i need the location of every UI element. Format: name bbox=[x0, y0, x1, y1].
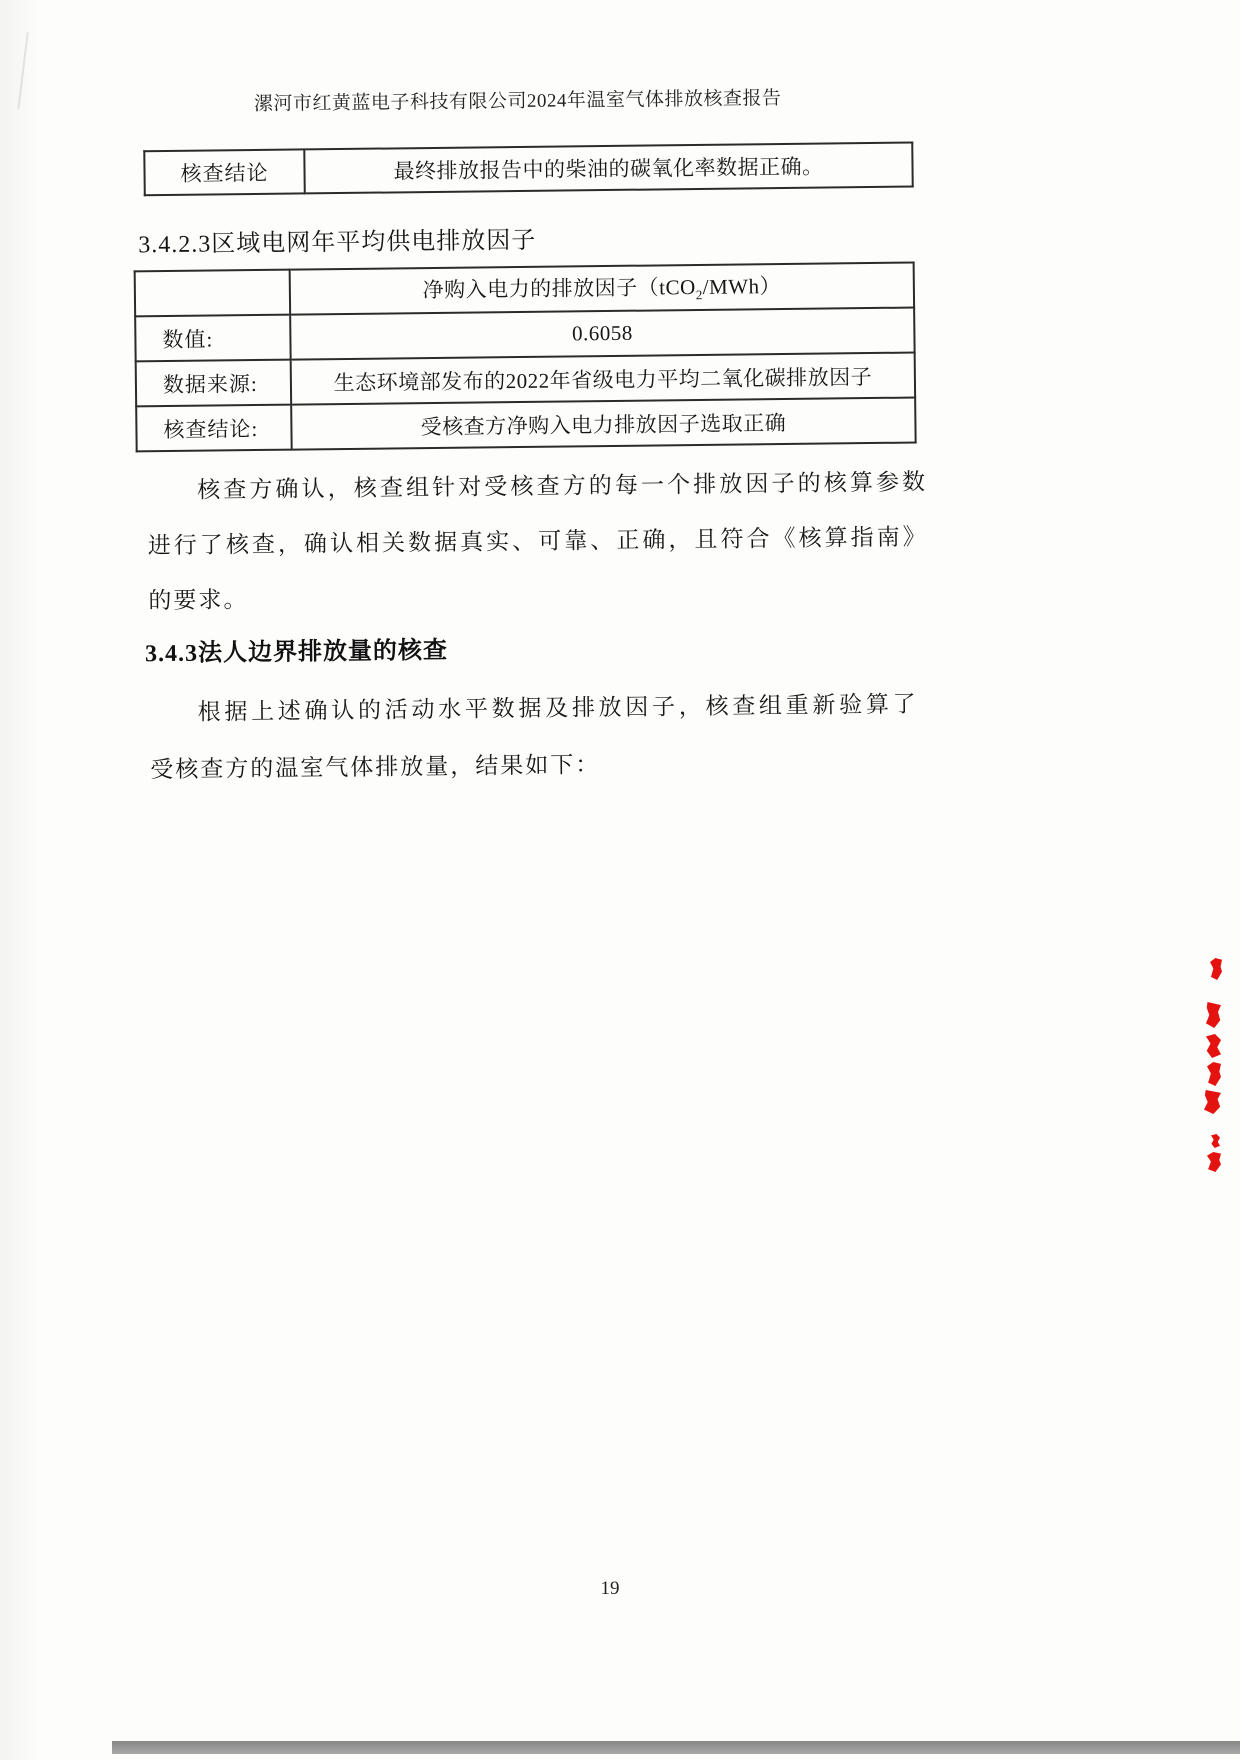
table-row bbox=[144, 143, 912, 196]
factor-conclusion-label-cell: 核查结论: bbox=[136, 405, 292, 452]
stamp-mark-fragment bbox=[1204, 1090, 1221, 1114]
value-cell: 0.6058 bbox=[290, 308, 914, 360]
factor-header-text-post: /MWh） bbox=[702, 274, 782, 300]
section-heading-3-4-3: 3.4.3法人边界排放量的核查 bbox=[144, 637, 449, 668]
stamp-mark-fragment bbox=[1206, 1002, 1221, 1028]
stamp-mark-fragment bbox=[1207, 1152, 1221, 1172]
factor-header-subscript: 2 bbox=[695, 287, 703, 303]
conclusion-value-cell: 最终排放报告中的柴油的碳氧化率数据正确。 bbox=[304, 143, 912, 194]
factor-header-empty-cell bbox=[135, 270, 291, 317]
page-number: 19 bbox=[600, 1578, 620, 1599]
document-header-title: 漯河市红黄蓝电子科技有限公司2024年温室气体排放核查报告 bbox=[253, 88, 782, 116]
section-heading-3-4-2-3: 3.4.2.3区域电网年平均供电排放因子 bbox=[138, 227, 537, 259]
verification-conclusion-table bbox=[143, 142, 913, 197]
data-source-label-cell: 数据来源: bbox=[136, 360, 292, 407]
red-stamp-fragments bbox=[1204, 952, 1236, 1174]
value-label-cell: 数值: bbox=[135, 315, 291, 362]
table-row bbox=[136, 398, 915, 452]
paragraph-line: 的要求。 bbox=[148, 587, 249, 614]
paragraph-line: 核查方确认，核查组针对受核查方的每一个排放因子的核算参数 bbox=[196, 469, 928, 503]
stamp-mark-fragment bbox=[1210, 958, 1222, 980]
conclusion-label-cell: 核查结论 bbox=[144, 149, 304, 195]
factor-header-text-pre: 净购入电力的排放因子（tCO bbox=[422, 275, 696, 303]
emission-factor-table bbox=[134, 262, 917, 453]
paragraph-line: 受核查方的温室气体排放量，结果如下： bbox=[150, 752, 601, 783]
paragraph-line: 进行了核查，确认相关数据真实、可靠、正确，且符合《核算指南》 bbox=[147, 524, 928, 559]
recalculation-paragraph bbox=[149, 676, 918, 799]
confirmation-paragraph bbox=[147, 454, 929, 628]
factor-conclusion-value-cell: 受核查方净购入电力排放因子选取正确 bbox=[291, 398, 915, 450]
scanner-edge-bar bbox=[112, 1741, 1240, 1754]
stamp-mark-fragment bbox=[1207, 1062, 1221, 1086]
stamp-mark-fragment bbox=[1206, 1034, 1221, 1058]
stamp-mark-fragment bbox=[1211, 1134, 1220, 1148]
paragraph-line: 根据上述确认的活动水平数据及排放因子，核查组重新验算了 bbox=[197, 691, 918, 725]
data-source-value-cell: 生态环境部发布的2022年省级电力平均二氧化碳排放因子 bbox=[291, 353, 915, 405]
factor-header-value-cell bbox=[290, 263, 914, 315]
